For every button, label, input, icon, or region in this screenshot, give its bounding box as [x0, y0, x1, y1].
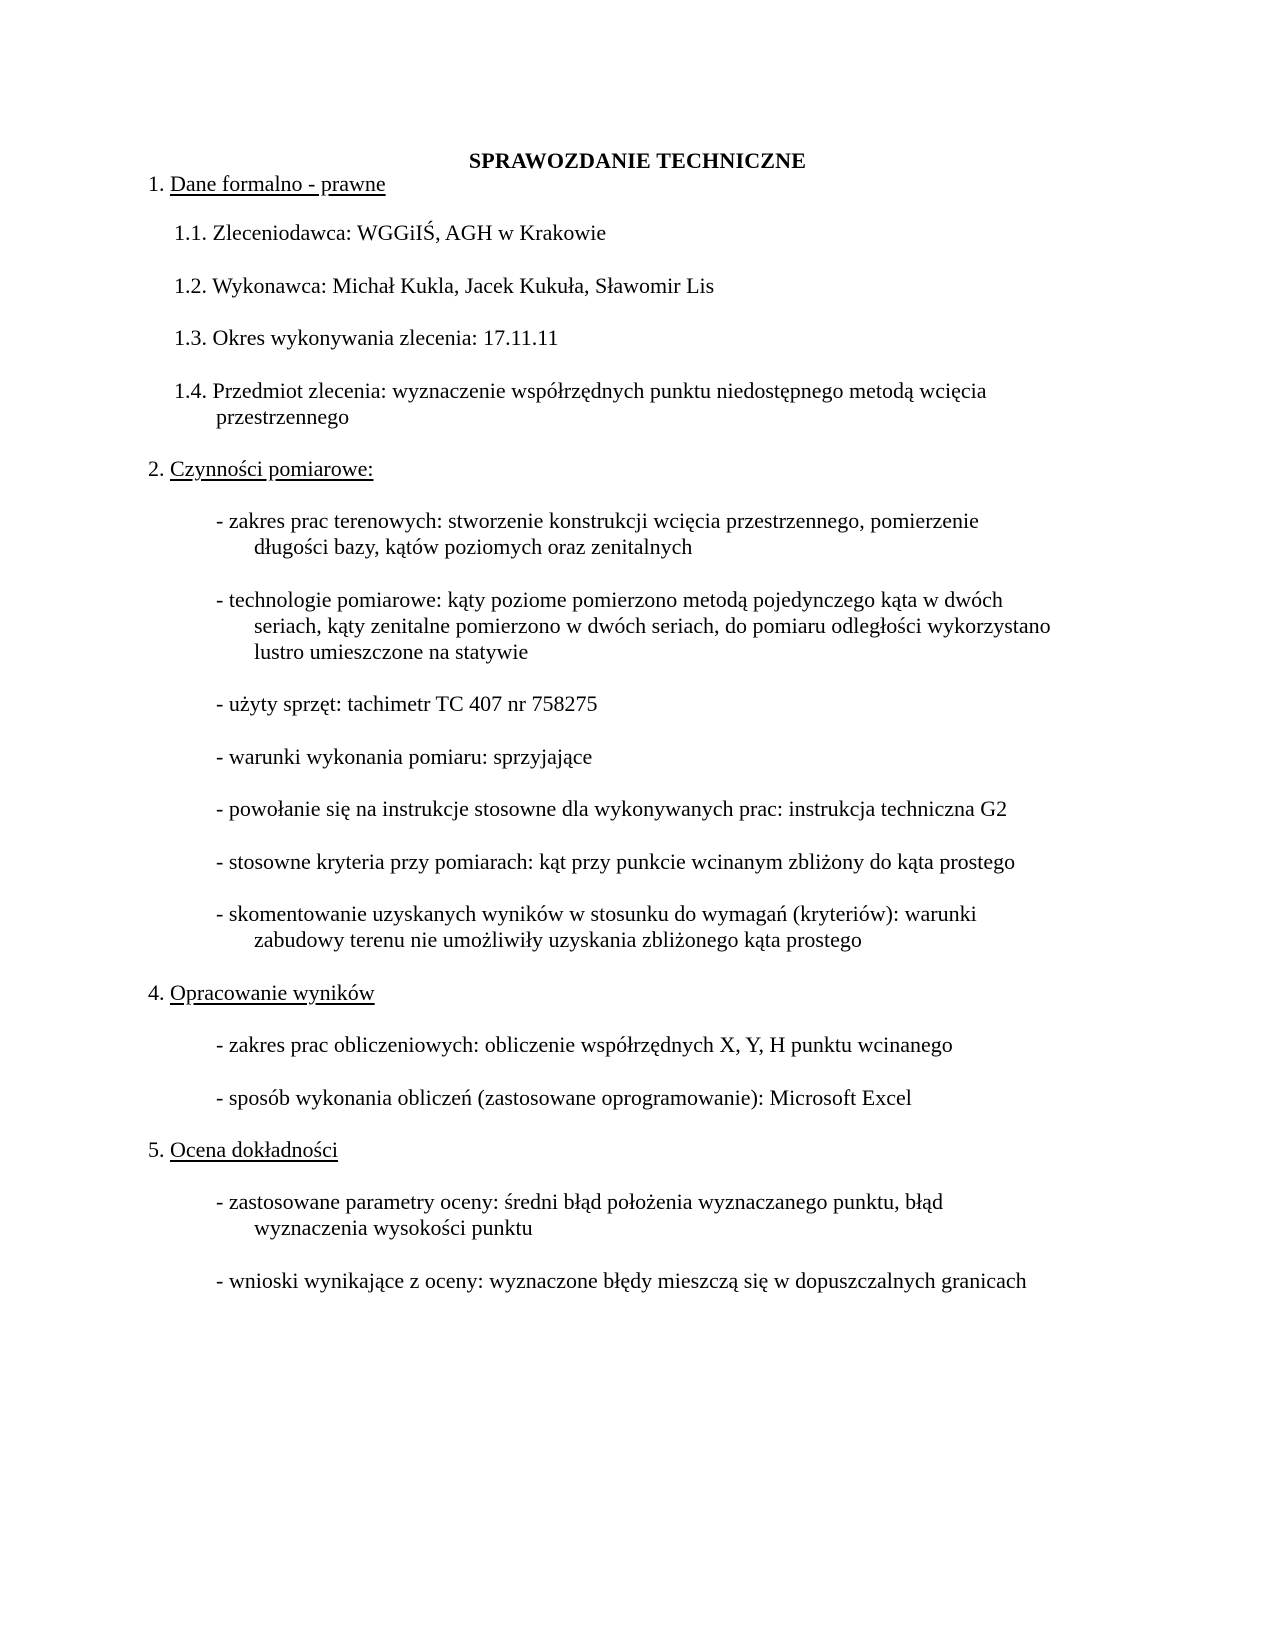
bullet-sprzet: - użyty sprzęt: tachimetr TC 407 nr 758275: [216, 691, 598, 716]
section-5-number: 5.: [148, 1137, 165, 1162]
section-4-number: 4.: [148, 980, 165, 1005]
section-5-title: Ocena dokładności: [170, 1137, 338, 1162]
bullet-kryteria: - stosowne kryteria przy pomiarach: kąt przy punkcie wcinanym zbliżony do kąta prostego: [216, 849, 1016, 874]
item-1-4-line2: przestrzennego: [216, 404, 350, 429]
bullet-sposob-obliczen: - sposób wykonania obliczeń (zastosowane oprogramowanie): Microsoft Excel: [216, 1085, 912, 1110]
bullet-warunki: - warunki wykonania pomiaru: sprzyjające: [216, 744, 593, 769]
section-1-title: Dane formalno - prawne: [170, 171, 386, 196]
item-1-2: 1.2. Wykonawca: Michał Kukla, Jacek Kukuła, Sławomir Lis: [174, 273, 715, 298]
section-2-heading: [148, 455, 373, 482]
section-1-number: 1.: [148, 171, 165, 196]
document-title: SPRAWOZDANIE TECHNICZNE: [468, 148, 807, 173]
section-4-heading: [148, 979, 375, 1006]
item-1-1: 1.1. Zleceniodawca: WGGiIŚ, AGH w Krakowie: [174, 220, 607, 245]
bullet-zakres-prac-line1: - zakres prac terenowych: stworzenie konstrukcji wcięcia przestrzennego, pomierzenie: [216, 508, 979, 533]
bullet-technologie-line3: lustro umieszczone na statywie: [254, 639, 529, 664]
item-1-4-line1: 1.4. Przedmiot zlecenia: wyznaczenie współrzędnych punktu niedostępnego metodą wcięcia: [174, 378, 987, 403]
bullet-technologie-line1: - technologie pomiarowe: kąty poziome pomierzono metodą pojedynczego kąta w dwóch: [216, 587, 1003, 612]
section-1-heading: [148, 170, 386, 197]
bullet-parametry-line2: wyznaczenia wysokości punktu: [254, 1215, 533, 1240]
bullet-zakres-obliczeniowy: - zakres prac obliczeniowych: obliczenie współrzędnych X, Y, H punktu wcinanego: [216, 1032, 953, 1057]
bullet-wnioski: - wnioski wynikające z oceny: wyznaczone błędy mieszczą się w dopuszczalnych granicach: [216, 1268, 1027, 1293]
bullet-instrukcje: - powołanie się na instrukcje stosowne dla wykonywanych prac: instrukcja techniczna G2: [216, 796, 1008, 821]
bullet-skomentowanie-line1: - skomentowanie uzyskanych wyników w stosunku do wymagań (kryteriów): warunki: [216, 901, 977, 926]
section-2-title: Czynności pomiarowe:: [170, 456, 374, 481]
bullet-technologie-line2: seriach, kąty zenitalne pomierzono w dwóch seriach, do pomiaru odległości wykorzystano: [254, 613, 1051, 638]
item-1-3: 1.3. Okres wykonywania zlecenia: 17.11.11: [174, 325, 559, 350]
section-2-number: 2.: [148, 456, 165, 481]
bullet-skomentowanie-line2: zabudowy terenu nie umożliwiły uzyskania zbliżonego kąta prostego: [254, 927, 862, 952]
bullet-parametry-line1: - zastosowane parametry oceny: średni błąd położenia wyznaczanego punktu, błąd: [216, 1189, 943, 1214]
bullet-zakres-prac-line2: długości bazy, kątów poziomych oraz zenitalnych: [254, 534, 693, 559]
section-4-title: Opracowanie wyników: [170, 980, 375, 1005]
section-5-heading: [148, 1136, 338, 1163]
